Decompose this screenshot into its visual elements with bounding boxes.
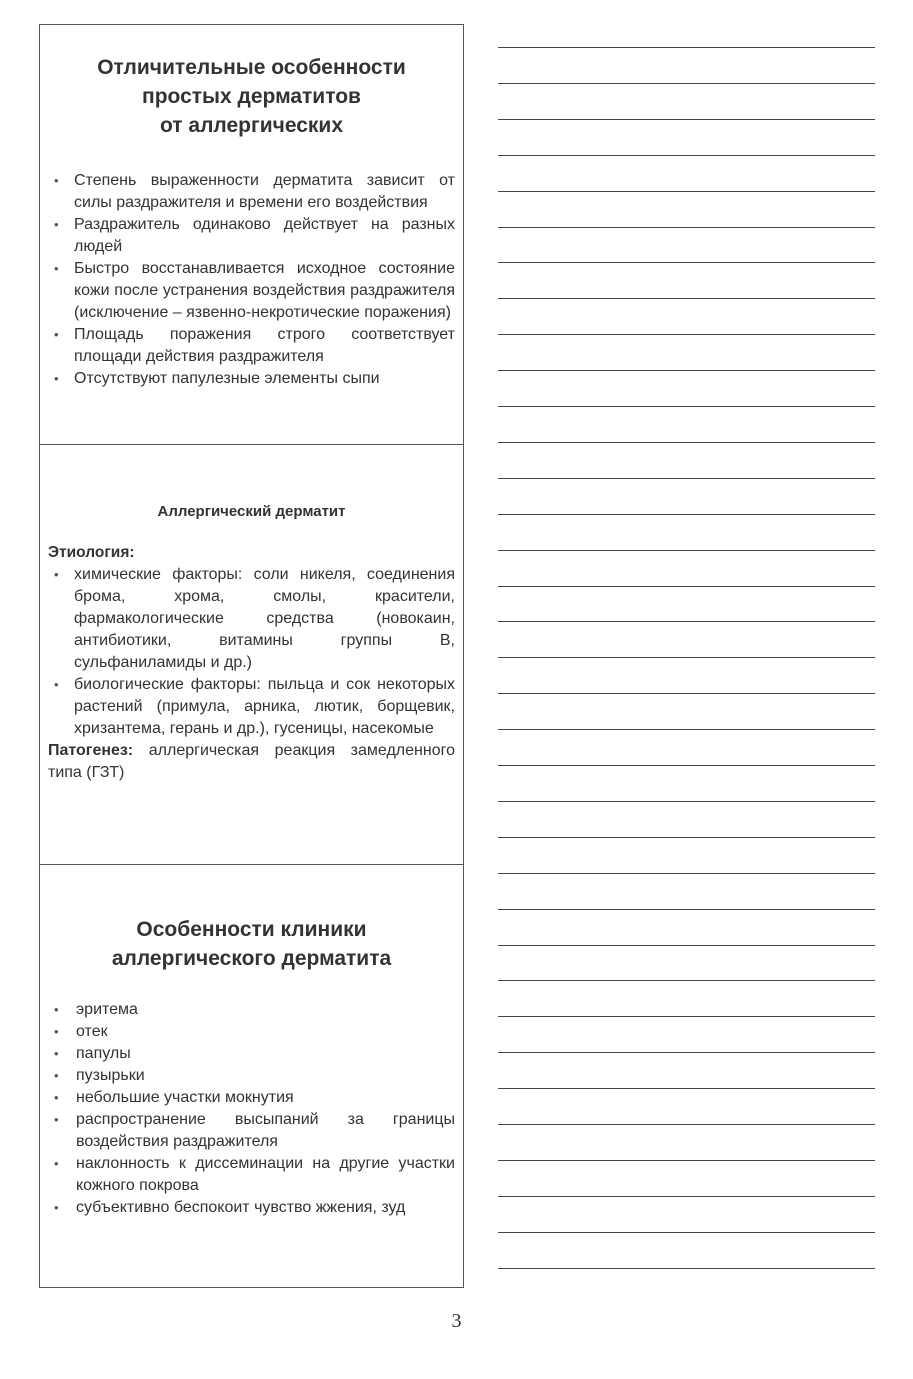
list-item-text: Площадь поражения строго соответствует площади действия раздражителя <box>74 326 455 365</box>
list-item <box>48 1197 455 1219</box>
allergic-dermatitis-box <box>40 445 463 865</box>
bullet-icon: • <box>54 217 59 232</box>
title-line: аллергического дерматита <box>111 947 392 970</box>
note-line <box>498 586 875 587</box>
list-item <box>48 258 455 324</box>
pathogenesis-label: Патогенез: <box>48 742 134 759</box>
title-line: от аллергических <box>159 114 344 137</box>
note-line <box>498 370 875 371</box>
list-item <box>48 170 455 214</box>
list-item <box>48 1153 455 1197</box>
note-line <box>498 1268 875 1269</box>
pathogenesis-text: аллергическая реакция замедленного типа (ГЗТ) <box>48 742 455 781</box>
list-item-text: Отсутствуют папулезные элементы сыпи <box>74 370 380 387</box>
note-line <box>498 262 875 263</box>
bullet-icon: • <box>54 261 59 276</box>
note-line <box>498 47 875 48</box>
list-item-text: Степень выраженности дерматита зависит от силы раздражителя и времени его воздействия <box>74 172 455 211</box>
note-line <box>498 191 875 192</box>
list-item-text: пузырьки <box>76 1067 145 1084</box>
note-line <box>498 550 875 551</box>
note-line <box>498 1088 875 1089</box>
note-line <box>498 621 875 622</box>
list-item <box>48 324 455 368</box>
note-line <box>498 945 875 946</box>
bullet-icon: • <box>54 1090 59 1105</box>
bullet-icon: • <box>54 1156 59 1171</box>
bullet-icon: • <box>54 1068 59 1083</box>
page-number: 3 <box>451 1310 462 1332</box>
notes-lines-area <box>498 0 875 1300</box>
note-line <box>498 693 875 694</box>
list-item-text: небольшие участки мокнутия <box>76 1089 294 1106</box>
list-item-text: папулы <box>76 1045 131 1062</box>
note-line <box>498 1124 875 1125</box>
list-item <box>48 1109 455 1153</box>
bullet-icon: • <box>54 327 59 342</box>
list-item <box>48 1065 455 1087</box>
bullet-icon: • <box>54 1046 59 1061</box>
note-line <box>498 657 875 658</box>
note-line <box>498 980 875 981</box>
note-line <box>498 909 875 910</box>
list-item-text: биологические факторы: пыльца и сок некоторых растений (примула, арника, лютик, борщевик, хризантема, герань и др.), гусеницы, насекомые <box>74 676 455 737</box>
list-item-text: распространение высыпаний за границы воздействия раздражителя <box>76 1111 455 1150</box>
note-line <box>498 873 875 874</box>
clinic-features-box <box>40 865 463 1289</box>
note-line <box>498 1232 875 1233</box>
note-line <box>498 514 875 515</box>
differences-list <box>48 170 455 390</box>
bullet-icon: • <box>54 677 59 692</box>
note-line <box>498 83 875 84</box>
title-line: Особенности клиники <box>136 918 367 941</box>
note-line <box>498 478 875 479</box>
left-column <box>39 24 464 1288</box>
list-item <box>48 1043 455 1065</box>
differences-title <box>48 25 455 140</box>
title-line: простых дерматитов <box>142 85 361 108</box>
bullet-icon: • <box>54 173 59 188</box>
etiology-label: Этиология: <box>48 544 135 561</box>
allergic-dermatitis-title: Аллергический дерматит <box>157 503 346 520</box>
clinic-features-title <box>48 865 455 973</box>
note-line <box>498 298 875 299</box>
note-line <box>498 837 875 838</box>
note-line <box>498 334 875 335</box>
bullet-icon: • <box>54 1024 59 1039</box>
differences-box <box>40 25 463 445</box>
list-item <box>48 674 455 740</box>
note-line <box>498 1016 875 1017</box>
list-item-text: Раздражитель одинаково действует на разных людей <box>74 216 455 255</box>
list-item <box>48 564 455 674</box>
list-item-text: отек <box>76 1023 108 1040</box>
bullet-icon: • <box>54 1002 59 1017</box>
note-line <box>498 1160 875 1161</box>
bullet-icon: • <box>54 567 59 582</box>
note-line <box>498 406 875 407</box>
note-line <box>498 729 875 730</box>
clinic-features-list <box>48 999 455 1219</box>
note-line <box>498 119 875 120</box>
list-item <box>48 214 455 258</box>
list-item-text: Быстро восстанавливается исходное состояние кожи после устранения воздействия раздражителя (исключение – язвенно-некротические поражения) <box>74 260 455 321</box>
pathogenesis-paragraph <box>48 740 455 784</box>
bullet-icon: • <box>54 1112 59 1127</box>
etiology-list <box>48 564 455 740</box>
list-item-text: субъективно беспокоит чувство жжения, зуд <box>76 1199 406 1216</box>
note-line <box>498 442 875 443</box>
note-line <box>498 765 875 766</box>
list-item <box>48 1021 455 1043</box>
note-line <box>498 1052 875 1053</box>
list-item-text: эритема <box>76 1001 138 1018</box>
note-line <box>498 801 875 802</box>
title-line: Отличительные особенности <box>97 56 406 79</box>
note-line <box>498 155 875 156</box>
list-item-text: химические факторы: соли никеля, соединения брома, хрома, смолы, красители, фармакологические средства (новокаин, антибиотики, витамины группы В, сульфаниламиды и др.) <box>74 566 455 671</box>
list-item <box>48 368 455 390</box>
note-line <box>498 1196 875 1197</box>
list-item <box>48 999 455 1021</box>
note-line <box>498 227 875 228</box>
list-item <box>48 1087 455 1109</box>
list-item-text: наклонность к диссеминации на другие участки кожного покрова <box>76 1155 455 1194</box>
bullet-icon: • <box>54 1200 59 1215</box>
bullet-icon: • <box>54 371 59 386</box>
